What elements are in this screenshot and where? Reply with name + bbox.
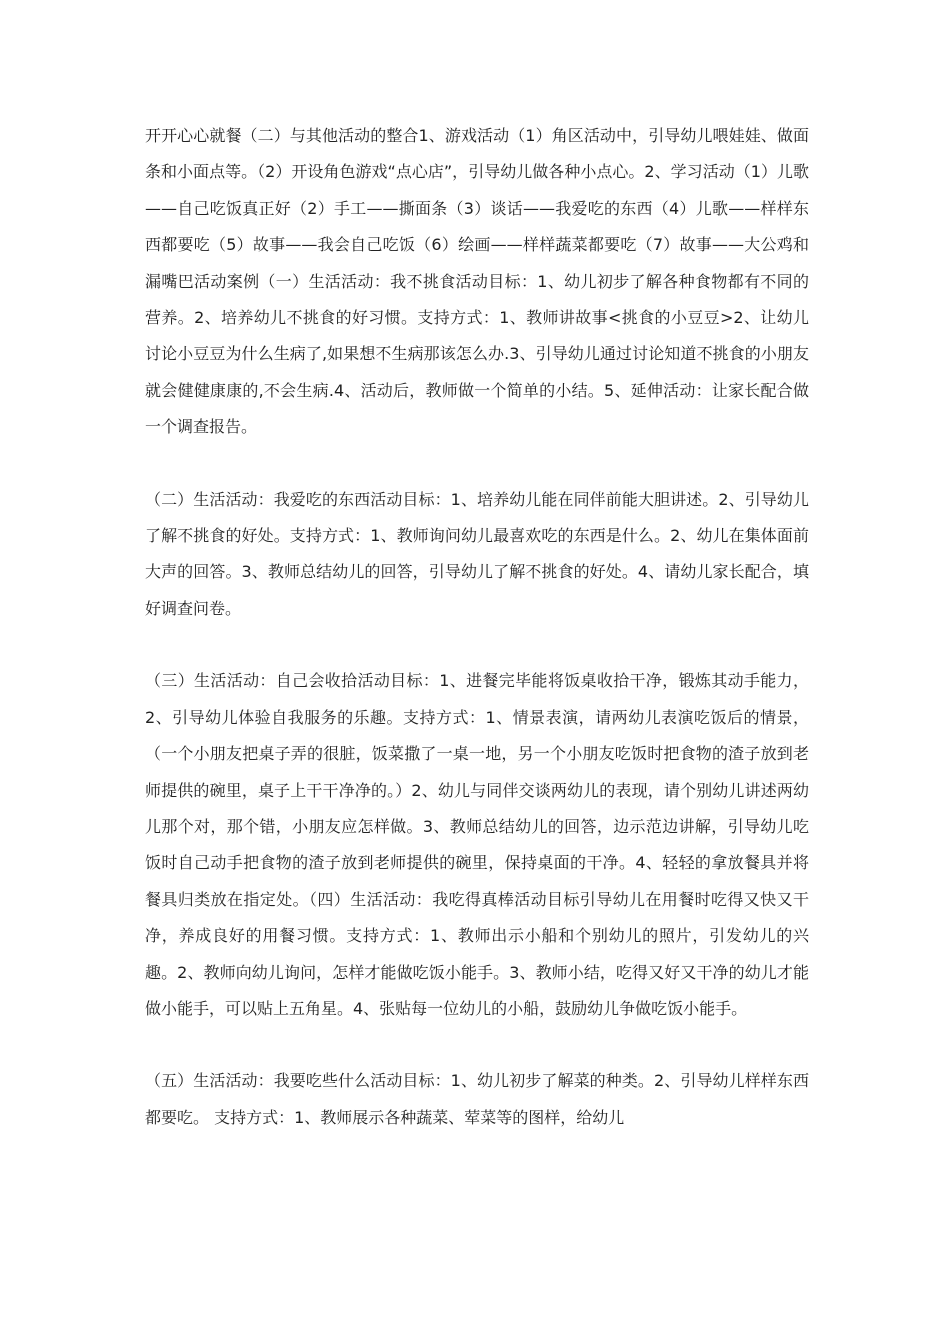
document-body: [145, 118, 809, 1136]
paragraph-4: （五）生活活动：我要吃些什么活动目标：1、幼儿初步了解菜的种类。2、引导幼儿样样东西都要吃。 支持方式：1、教师展示各种蔬菜、荤菜等的图样，给幼儿: [145, 1071, 809, 1127]
paragraph-3: （三）生活活动：自己会收拾活动目标：1、进餐完毕能将饭桌收拾干净，锻炼其动手能力，2、引导幼儿体验自我服务的乐趣。支持方式：1、情景表演，请两幼儿表演吃饭后的情景，（一个小朋友把桌子弄的很脏，饭菜撒了一桌一地，另一个小朋友吃饭时把食物的渣子放到老师提供的碗里，桌子上干干净净的。）2、幼儿与同伴交谈两幼儿的表现，请个别幼儿讲述两幼儿那个对，那个错，小朋友应怎样做。3、教师总结幼儿的回答，边示范边讲解，引导幼儿吃饭时自己动手把食物的渣子放到老师提供的碗里，保持桌面的干净。4、轻轻的拿放餐具并将餐具归类放在指定处。（四）生活活动：我吃得真棒活动目标引导幼儿在用餐时吃得又快又干净，养成良好的用餐习惯。支持方式：1、教师出示小船和个别幼儿的照片，引发幼儿的兴趣。2、教师向幼儿询问，怎样才能做吃饭小能手。3、教师小结，吃得又好又干净的幼儿才能做小能手，可以贴上五角星。4、张贴每一位幼儿的小船，鼓励幼儿争做吃饭小能手。: [145, 671, 809, 1018]
paragraph-2: （二）生活活动：我爱吃的东西活动目标：1、培养幼儿能在同伴前能大胆讲述。2、引导幼儿了解不挑食的好处。支持方式：1、教师询问幼儿最喜欢吃的东西是什么。2、幼儿在集体面前大声的回答。3、教师总结幼儿的回答，引导幼儿了解不挑食的好处。4、请幼儿家长配合，填好调查问卷。: [145, 489, 809, 618]
paragraph-1: 开开心心就餐（二）与其他活动的整合1、游戏活动（1）角区活动中，引导幼儿喂娃娃、做面条和小面点等。（2）开设角色游戏“点心店”，引导幼儿做各种小点心。2、学习活动（1）儿歌——自己吃饭真正好（2）手工——撕面条（3）谈话——我爱吃的东西（4）儿歌——样样东西都要吃（5）故事——我会自己吃饭（6）绘画——样样蔬菜都要吃（7）故事——大公鸡和漏嘴巴活动案例（一）生活活动：我不挑食活动目标：1、幼儿初步了解各种食物都有不同的营养。2、培养幼儿不挑食的好习惯。支持方式：1、教师讲故事<挑食的小豆豆>2、让幼儿讨论小豆豆为什么生病了,如果想不生病那该怎么办.3、引导幼儿通过讨论知道不挑食的小朋友就会健健康康的,不会生病.4、活动后，教师做一个简单的小结。5、延伸活动：让家长配合做一个调查报告。: [145, 126, 809, 437]
